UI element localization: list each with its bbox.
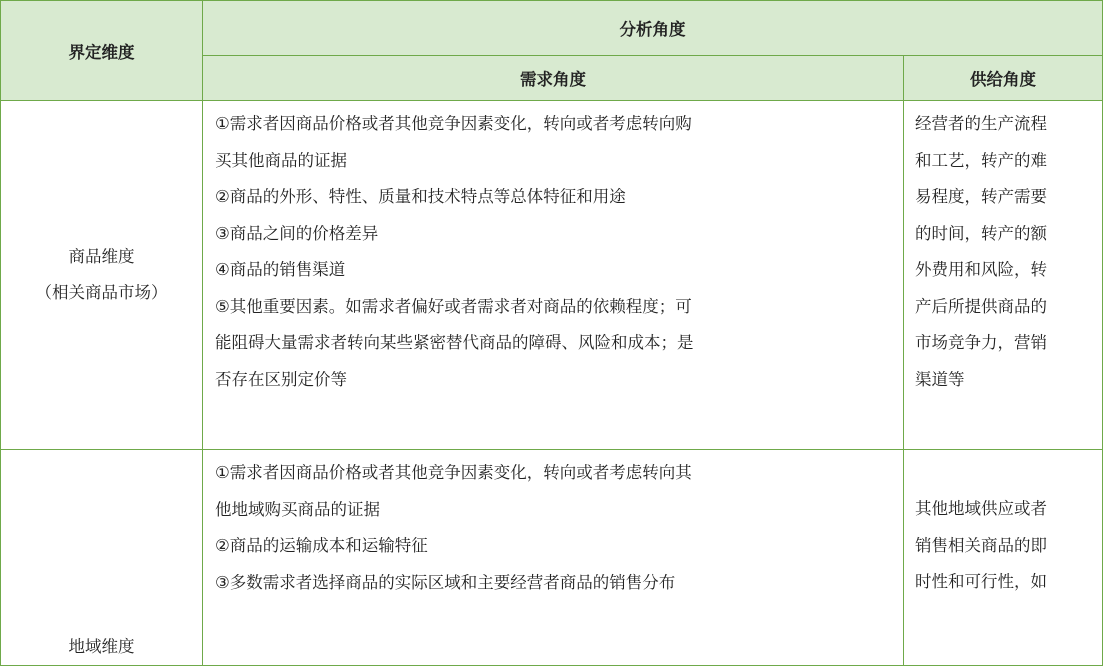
demand-line: ⑤其他重要因素。如需求者偏好或者需求者对商品的依赖程度；可 bbox=[215, 296, 692, 316]
demand-line: 能阻碍大量需求者转向某些紧密替代商品的障碍、风险和成本；是 bbox=[215, 333, 694, 352]
supply-line: 的时间，转产的额 bbox=[915, 223, 1047, 243]
supply-line: 易程度，转产需要 bbox=[915, 187, 1047, 206]
supply-line: 和工艺，转产的难 bbox=[915, 150, 1047, 170]
demand-cell-geographic bbox=[203, 450, 904, 666]
demand-line: ④商品的销售渠道 bbox=[215, 260, 346, 279]
supply-line: 市场竞争力，营销 bbox=[915, 333, 1047, 352]
demand-line: ①需求者因商品价格或者其他竞争因素变化，转向或者考虑转向购 bbox=[215, 114, 692, 133]
demand-line: ②商品的运输成本和运输特征 bbox=[215, 536, 428, 555]
table-row-product bbox=[1, 101, 1103, 450]
dimension-cell-product bbox=[1, 101, 203, 450]
supply-cell-product bbox=[904, 101, 1103, 450]
demand-line: ③商品之间的价格差异 bbox=[215, 223, 379, 243]
header-demand: 需求角度 bbox=[203, 56, 904, 101]
header-supply: 供给角度 bbox=[904, 56, 1103, 101]
header-dimension: 界定维度 bbox=[1, 1, 203, 101]
supply-line: 其他地域供应或者 bbox=[915, 499, 1047, 518]
supply-line: 产后所提供商品的 bbox=[915, 296, 1047, 316]
dimension-line: 地域维度 bbox=[68, 636, 135, 656]
demand-line: 他地域购买商品的证据 bbox=[215, 499, 380, 519]
table-row-geographic bbox=[1, 450, 1103, 666]
dimension-cell-geographic bbox=[1, 450, 203, 666]
demand-line: 否存在区别定价等 bbox=[215, 369, 347, 389]
dimension-line: （相关商品市场） bbox=[35, 283, 168, 302]
demand-cell-product bbox=[203, 101, 904, 450]
demand-line: ①需求者因商品价格或者其他竞争因素变化，转向或者考虑转向其 bbox=[215, 463, 692, 482]
supply-line: 渠道等 bbox=[915, 369, 965, 389]
supply-cell-geographic bbox=[904, 450, 1103, 666]
supply-line: 经营者的生产流程 bbox=[915, 114, 1047, 133]
demand-line: ③多数需求者选择商品的实际区域和主要经营者商品的销售分布 bbox=[215, 572, 676, 592]
dimension-line: 商品维度 bbox=[68, 246, 135, 266]
demand-line: ②商品的外形、特性、质量和技术特点等总体特征和用途 bbox=[215, 187, 626, 206]
supply-line: 时性和可行性，如 bbox=[915, 572, 1047, 591]
demand-line: 买其他商品的证据 bbox=[215, 150, 347, 170]
supply-line: 外费用和风险，转 bbox=[915, 260, 1047, 279]
supply-line: 销售相关商品的即 bbox=[915, 535, 1047, 555]
header-analysis: 分析角度 bbox=[203, 1, 1103, 56]
